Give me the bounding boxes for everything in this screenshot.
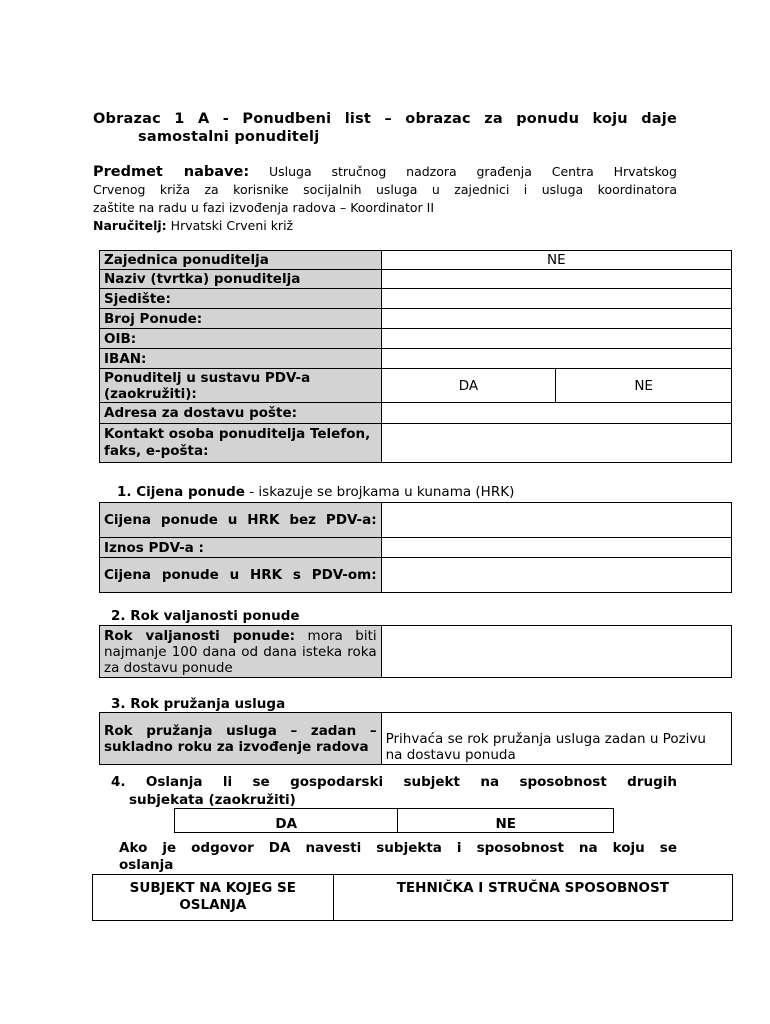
table-row <box>100 503 732 538</box>
table-row <box>175 809 614 833</box>
section4-heading: 4. Oslanja li se gospodarski subjekt na sposobnost drugih subjekata (zaokružiti) <box>111 774 677 808</box>
section1-heading: 1. Cijena ponude - iskazuje se brojkama u kunama (HRK) <box>117 484 515 500</box>
table-row <box>100 558 732 593</box>
contracting-authority <box>93 218 293 233</box>
subject-label: Predmet nabave: <box>93 164 250 180</box>
column-header-subject: SUBJEKT NA KOJEG SE OSLANJA <box>93 875 334 921</box>
section3-heading: 3. Rok pružanja usluga <box>111 696 286 712</box>
value-cell[interactable] <box>381 270 731 289</box>
service-period-value: Prihvaća se rok pružanja usluga zadan u Pozivu na dostavu ponuda <box>381 713 731 765</box>
subject-line2: Crvenog križa za korisnike socijalnih usluga u zajednici i usluga koordinatora <box>93 182 677 197</box>
form-title-line2: samostalni ponuditelj <box>138 129 320 145</box>
row-label: Adresa za dostavu pošte: <box>100 403 382 424</box>
row-label: Rok pružanja usluga – zadan – sukladno roku za izvođenje radova <box>100 713 382 765</box>
form-title <box>93 110 677 146</box>
value-cell[interactable] <box>381 403 731 424</box>
table-row <box>93 875 733 921</box>
row-label: Rok valjanosti ponude: mora biti najmanje 100 dana od dana isteka roka za dostavu ponude <box>100 626 382 678</box>
reliance-subject-table <box>92 874 733 921</box>
row-label: Iznos PDV-a : <box>100 538 382 558</box>
vat-amount-cell[interactable] <box>381 538 731 558</box>
reliance-table <box>174 808 614 833</box>
pdv-ne-option[interactable]: NE <box>556 369 732 403</box>
zajednica-value[interactable]: NE <box>381 251 731 270</box>
reliance-da-option[interactable]: DA <box>175 809 398 833</box>
narucitelj-label: Naručitelj: <box>93 218 167 233</box>
procurement-subject <box>93 163 677 217</box>
service-period-table <box>99 712 732 765</box>
validity-table <box>99 625 732 678</box>
column-header-capability: TEHNIČKA I STRUČNA SPOSOBNOST <box>333 875 732 921</box>
table-row <box>100 270 732 289</box>
row-label: OIB: <box>100 329 382 349</box>
row-label: Kontakt osoba ponuditelja Telefon, faks, e-pošta: <box>100 424 382 463</box>
section2-heading: 2. Rok valjanosti ponude <box>111 608 300 624</box>
table-row <box>100 713 732 765</box>
table-row <box>100 424 732 463</box>
row-label: Cijena ponude u HRK bez PDV-a: <box>100 503 382 538</box>
validity-value-cell[interactable] <box>381 626 731 678</box>
table-row <box>100 251 732 270</box>
section4-note: Ako je odgovor DA navesti subjekta i sposobnost na koju se oslanja <box>119 840 677 873</box>
subject-line3: zaštite na radu u fazi izvođenja radova – Koordinator II <box>93 200 435 215</box>
table-row <box>100 403 732 424</box>
value-cell[interactable] <box>381 349 731 369</box>
row-label: Broj Ponude: <box>100 309 382 329</box>
subject-line1: Usluga stručnog nadzora građenja Centra Hrvatskog <box>268 164 677 179</box>
table-row <box>100 349 732 369</box>
table-row <box>100 329 732 349</box>
row-label: Cijena ponude u HRK s PDV-om: <box>100 558 382 593</box>
row-label: Sjedište: <box>100 289 382 309</box>
price-table <box>99 502 732 593</box>
form-title-line1: Obrazac 1 A - Ponudbeni list – obrazac za ponudu koju daje <box>93 111 677 127</box>
table-row <box>100 369 732 403</box>
price-with-vat-cell[interactable] <box>381 558 731 593</box>
narucitelj-value: Hrvatski Crveni križ <box>170 218 294 233</box>
reliance-ne-option[interactable]: NE <box>398 809 614 833</box>
value-cell[interactable] <box>381 289 731 309</box>
price-no-vat-cell[interactable] <box>381 503 731 538</box>
table-row <box>100 309 732 329</box>
row-label: IBAN: <box>100 349 382 369</box>
table-row <box>100 289 732 309</box>
row-label: Ponuditelj u sustavu PDV-a (zaokružiti): <box>100 369 382 403</box>
bidder-table <box>99 250 732 463</box>
row-label: Zajednica ponuditelja <box>100 251 382 270</box>
row-label: Naziv (tvrtka) ponuditelja <box>100 270 382 289</box>
table-row <box>100 626 732 678</box>
value-cell[interactable] <box>381 309 731 329</box>
table-row <box>100 538 732 558</box>
value-cell[interactable] <box>381 329 731 349</box>
pdv-da-option[interactable]: DA <box>381 369 556 403</box>
value-cell[interactable] <box>381 424 731 463</box>
